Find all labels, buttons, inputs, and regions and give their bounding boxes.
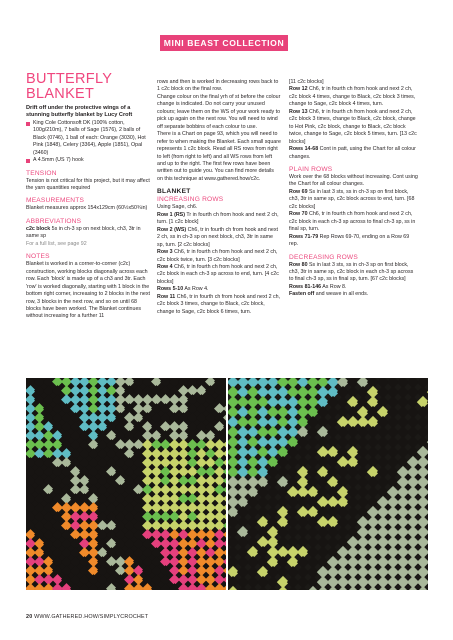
crochet-block [417, 496, 428, 508]
crochet-block [427, 386, 428, 398]
column-3 [289, 79, 419, 299]
crochet-block [417, 556, 428, 568]
crochet-block [417, 466, 428, 478]
crochet-block [223, 556, 226, 567]
measurements-text: Blanket measures approx 154x129cm (60½x50¾in) [26, 205, 148, 212]
row-text: Ch6, tr in fourth ch from hook and next 2 ch, c2c block in each ch-3 sp across to end, turn. [4 c2c blocks] [157, 263, 279, 285]
row-label: Row 70 [289, 211, 308, 218]
section-heading-decreasing-rows: DECREASING ROWS [289, 253, 358, 261]
crochet-block [223, 547, 226, 558]
crochet-block [267, 586, 279, 590]
crochet-block [223, 511, 226, 522]
section-heading-abbreviations: ABBREVIATIONS [26, 217, 82, 225]
crochet-block [223, 430, 226, 441]
using-text: Using Sage, ch6. [157, 204, 198, 211]
row-text: Ch6, tr in fourth ch from hook and next 2 ch, c2c block 3 times, change to Black, c2c block, change to Sage, c2c block 6 times, turn. [157, 293, 281, 315]
crochet-block [427, 416, 428, 428]
crochet-block [223, 520, 226, 531]
pattern-row [157, 249, 281, 264]
pattern-row [289, 234, 419, 249]
crochet-block [247, 586, 259, 590]
pattern-row [289, 86, 419, 108]
crochet-block [223, 466, 226, 477]
row-text: Ch6, tr in fourth ch from hook and next 2 ch, c2c block 3 times, change to Black, c2c block, change to Hot Pink, c2c block, change to Black, c2c block twice, change to Sage, c2c block 5 times, turn. [13 c2c blocks] [289, 108, 417, 145]
crochet-block [307, 586, 319, 590]
article-subtitle: Drift off under the protective wings of a stunning butterfly blanket by Lucy Croft [26, 105, 133, 119]
abbreviation-entry [26, 226, 150, 241]
crochet-block [223, 583, 226, 590]
crochet-block [417, 396, 428, 408]
crochet-block [287, 586, 299, 590]
section-banner: MINI BEAST COLLECTION [160, 35, 288, 51]
crochet-block [223, 493, 226, 504]
crochet-block [223, 394, 226, 405]
section-heading-blanket: BLANKET [157, 188, 191, 196]
crochet-block [223, 439, 226, 450]
crochet-block [397, 586, 409, 590]
crochet-block [223, 457, 226, 468]
plain-rows-intro: Work over the 68 blocks without increasing. Cont using the Chart for all colour changes. [289, 173, 418, 188]
crochet-block [427, 576, 428, 588]
row-label: Row 3 [157, 249, 173, 256]
section-heading-plain-rows: PLAIN ROWS [289, 165, 333, 173]
column-1 [26, 72, 150, 321]
block-count: [11 c2c blocks] [289, 79, 324, 85]
blanket-photo-detail-image [228, 378, 428, 590]
crochet-block [417, 456, 428, 468]
crochet-block [223, 502, 226, 513]
crochet-block [387, 586, 399, 590]
crochet-block [427, 476, 428, 488]
crochet-block [257, 586, 269, 590]
row-label: Row 1 (RS) [157, 211, 185, 218]
row-text: Ch6, tr in fourth ch from hook and next 2 ch, c2c block twice, turn. [3 c2c blocks] [157, 249, 278, 263]
crochet-block [427, 556, 428, 568]
crochet-block [223, 475, 226, 486]
crochet-block [427, 466, 428, 478]
crochet-block [417, 516, 428, 528]
row-text: As Row 8. [321, 283, 347, 290]
abbreviations-note: For a full list, see page 92 [26, 240, 87, 247]
crochet-block [377, 586, 389, 590]
crochet-block [417, 486, 428, 498]
crochet-block [427, 546, 428, 558]
notes-paragraph-3: There is a Chart on page 93, which you will need to refer to when making the Blanket. Each small square represents 1 c2c block. Read all RS rows from right to left (from right to left) and all WS rows from left and up to the right. The first few rows have been written out to guide you. You can find more details on this technique at www.gathered.how/c2c. [157, 131, 281, 182]
crochet-block [417, 566, 428, 578]
crochet-block [427, 456, 428, 468]
crochet-block [427, 526, 428, 538]
row-label: Row 13 [289, 108, 308, 115]
abbreviation-term: c2c block [26, 225, 51, 232]
crochet-block [417, 546, 428, 558]
materials-item: A 4.5mm (US 7) hook [26, 157, 150, 164]
crochet-block [337, 586, 349, 590]
crochet-block [427, 506, 428, 518]
crochet-block [223, 385, 226, 396]
section-heading-measurements: MEASUREMENTS [26, 197, 85, 205]
crochet-block [427, 406, 428, 418]
row-label: Rows 81-146 [289, 283, 322, 290]
pattern-row [157, 227, 281, 249]
row-text: Ss in last 3 sts, ss in ch-3 sp on first block, ch3, 3tr in same sp, c2c block across to end, turn. [68 c2c blocks] [289, 188, 415, 210]
row-text: Tr in fourth ch from hook and next 2 ch, turn. [1 c2c block] [157, 211, 279, 226]
pattern-row [289, 211, 419, 233]
row-label: Rows 5-10 [157, 286, 184, 293]
fasten-off [289, 291, 419, 298]
crochet-block [407, 586, 419, 590]
crochet-block [417, 386, 428, 398]
crochet-block [223, 574, 226, 585]
row-label: Row 11 [157, 293, 176, 300]
crochet-block [223, 403, 226, 414]
crochet-block [317, 586, 329, 590]
crochet-block [417, 446, 428, 458]
crochet-block [223, 565, 226, 576]
section-heading-increasing-rows: INCREASING ROWS [157, 196, 224, 204]
blanket-photo-wide-image [26, 378, 226, 590]
crochet-block [223, 412, 226, 423]
crochet-block [427, 426, 428, 438]
crochet-block [237, 586, 249, 590]
crochet-block [223, 421, 226, 432]
row-label: Rows 71-79 [289, 233, 319, 240]
page-number: 20 [26, 614, 33, 620]
pattern-row [289, 146, 419, 161]
crochet-block [277, 586, 289, 590]
crochet-block [427, 586, 428, 590]
notes-paragraph-2: Change colour on the final yrh of st before the colour change is indicated. Do not carry your unused colours; leave them on the WS of your work ready to pick up again on the next row. You will need to wind off separate bobbins of each colour to use. [157, 93, 281, 130]
crochet-block [427, 566, 428, 578]
article-title: BUTTERFLY BLANKET [26, 71, 112, 102]
tension-text: Tension is not critical for this project, but it may affect the yarn quantities required [26, 177, 150, 191]
pattern-row [289, 284, 419, 291]
row-label: Row 2 (WS) [157, 226, 187, 233]
row-text: As Row 4. [183, 286, 209, 293]
blanket-photo-detail [228, 378, 428, 590]
row-text: and weave in all ends. [314, 291, 369, 298]
crochet-block [417, 416, 428, 428]
crochet-block [367, 586, 379, 590]
page-footer [26, 614, 148, 620]
crochet-block [223, 484, 226, 495]
crochet-block [347, 586, 359, 590]
crochet-block [427, 496, 428, 508]
row-label: Rows 14-68 [289, 146, 319, 153]
pattern-row [157, 294, 281, 316]
row-text: Ch6, tr in fourth ch from hook and next 2 ch, c2c block 4 times, change to Black, c2c block 3 times, change to Sage, c2c block 4 times, turn. [289, 86, 416, 108]
row-text: Ch6, tr in fourth ch from hook and next 2 ch, c2c block in each ch-3 sp across to final ch-3 sp, ss in final sp, turn. [289, 211, 416, 233]
crochet-block [228, 586, 229, 590]
crochet-block [417, 526, 428, 538]
crochet-block [297, 586, 309, 590]
pattern-row [289, 262, 419, 284]
crochet-block [427, 446, 428, 458]
row-label: Row 12 [289, 86, 308, 93]
crochet-block [427, 516, 428, 528]
crochet-block [417, 576, 428, 588]
row-label: Fasten off [289, 291, 315, 298]
row-text: Ch6, tr in fourth ch from hook and next 2 ch, ss in ch-3 sp on next block, ch3, 3tr in same sp, turn. [2 c2c blocks] [157, 226, 279, 248]
crochet-block [427, 536, 428, 548]
notes-continued: rows and then is worked in decreasing rows back to 1 c2c block on the final row. [157, 79, 279, 93]
blanket-photo-wide [26, 378, 226, 590]
crochet-block [427, 436, 428, 448]
crochet-block [357, 586, 369, 590]
crochet-block [223, 538, 226, 549]
pattern-row [157, 212, 281, 227]
pattern-row [157, 286, 281, 293]
materials-item: King Cole Cottonsoft DK (100% cotton, 100g/210m), 7 balls of Sage (1576), 2 balls of Black (0746), 1 ball of each: Orange (3030), Hot Pink (1848), Celery (3364), Apple (1851), Opal (3460) [26, 120, 150, 157]
section-heading-tension: TENSION [26, 169, 57, 177]
row-label: Row 69 [289, 188, 308, 195]
column-2 [157, 79, 281, 316]
row-text: Rep Rows 69-70, ending on a Row 69 rep. [289, 233, 410, 248]
crochet-block [417, 506, 428, 518]
crochet-block [417, 426, 428, 438]
row-text: Cont in patt, using the Chart for all colour changes. [289, 146, 416, 160]
row-label: Row 80 [289, 261, 308, 268]
row-text: Ss in last 3 sts, ss in ch-3 sp on first block, ch3, 3tr in same sp, c2c block in each ch-3 sp across to final ch-3 sp, ss in final sp, turn. [67 c2c blocks] [289, 261, 414, 283]
crochet-block [417, 436, 428, 448]
notes-text: Blanket is worked in a corner-to-corner (c2c) construction, working blocks diagonally across each row. Each 'block' is made up of a ch3 and 3tr. Each 'row' is worked diagonally, starting with 1 block in the bottom right corner, increasing to 2 blocks in the next row, 3 blocks in the next row, and so on until 68 blocks have been worked. The Blanket continues without increasing for a further 11 [26, 261, 150, 320]
pattern-row [157, 264, 281, 286]
crochet-block [427, 396, 428, 408]
crochet-block [223, 448, 226, 459]
crochet-block [327, 586, 339, 590]
pattern-row [289, 109, 419, 146]
section-heading-notes: NOTES [26, 253, 50, 261]
crochet-block [417, 536, 428, 548]
abbreviation-definition: 5s in ch-3 sp on next block, ch3, 3tr in same sp [26, 225, 141, 240]
pattern-row [289, 189, 419, 211]
crochet-block [417, 406, 428, 418]
crochet-block [427, 486, 428, 498]
row-label: Row 4 [157, 263, 173, 270]
footer-url: WWW.GATHERED.HOW/SIMPLYCROCHET [34, 614, 149, 620]
crochet-block [417, 476, 428, 488]
crochet-block [223, 529, 226, 540]
